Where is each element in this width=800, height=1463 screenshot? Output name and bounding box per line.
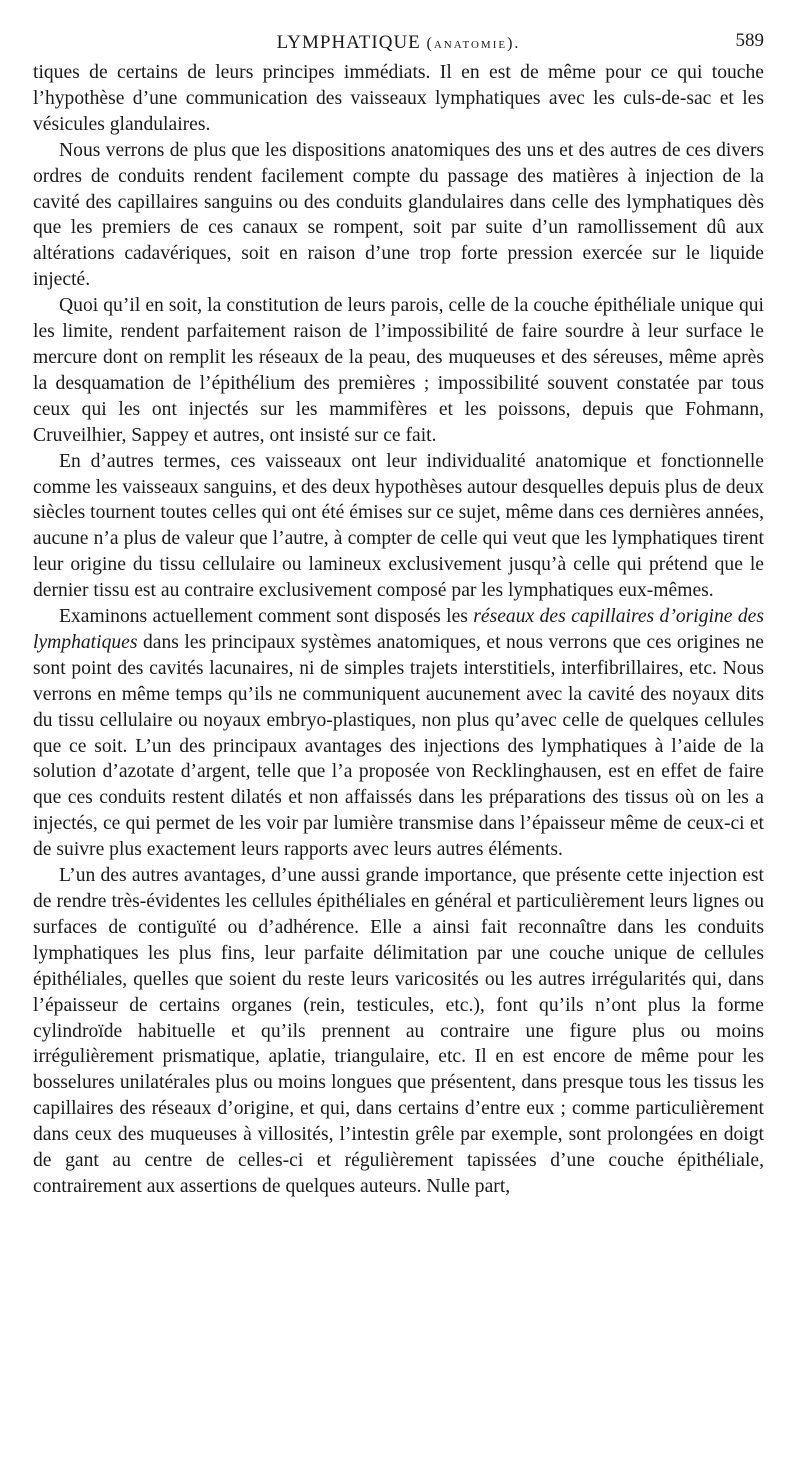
paragraph-1 [33, 60, 764, 138]
paragraph-2 [33, 138, 764, 293]
running-head [33, 30, 764, 60]
running-title-main: LYMPHATIQUE [276, 32, 421, 53]
paragraph-4 [33, 449, 764, 604]
paragraph-6 [33, 863, 764, 1200]
paragraph-3-text: Quoi qu’il en soit, la constitution de leurs parois, celle de la couche épithéliale unique qui les limite, rendent parfaitement raison de l’impossibilité de faire sourdre à leur surface le mercure dont on remplit les réseaux de la peau, des muqueuses et des séreuses, même après la desquamation de l’épithélium des premières ; impossibilité souvent constatée par tous ceux qui les ont injectés sur les mammifères et les poissons, depuis que Fohmann, Cruveilhier, Sappey et autres, ont insisté sur ce fait. [33, 295, 764, 446]
paragraph-5-text-start: Examinons actuellement comment sont disposés les [59, 606, 474, 628]
paragraph-1-text: tiques de certains de leurs principes immédiats. Il en est de même pour ce qui touche l’hypothèse d’une communication des vaisseaux lymphatiques avec les culs-de-sac et les vésicules glandulaires. [33, 62, 764, 135]
book-page [33, 30, 764, 1200]
paragraph-4-text: En d’autres termes, ces vaisseaux ont leur individualité anatomique et fonctionnelle comme les vaisseaux sanguins, et des deux hypothèses autour desquelles depuis plus de deux siècles tournent toutes celles qui ont été émises sur ce sujet, même dans ces dernières années, aucune n’a plus de valeur que l’autre, à compter de celle qui veut que les lymphatiques tirent leur origine du tissu cellulaire ou lamineux exclusivement jusqu’à celle qui prétend que le dernier tissu est au contraire exclusivement composé par les lymphatiques eux-mêmes. [33, 450, 764, 602]
page-number: 589 [735, 30, 764, 51]
body-text [33, 60, 764, 1200]
paragraph-5-text-end: dans les principaux systèmes anatomiques, et nous verrons que ces origines ne sont point des cavités lacunaires, ni de simples trajets interstitiels, interfibrillaires, etc. Nous verrons en même temps qu’ils ne communiquent aucunement avec la cavité des noyaux dits du tissu cellulaire ou noyaux embryo-plastiques, non plus qu’avec celle de quelques cellules que ce soit. L’un des principaux avantages des injections des lymphatiques à l’aide de la solution d’azotate d’argent, telle que l’a proposée von Recklinghausen, est en effet de faire que ces conduits restent dilatés et non affaissés dans les préparations des tissus où on les a injectés, ce qui permet de les voir par lumière transmise dans l’épaisseur même de ceux-ci et de suivre plus exactement leurs rapports avec leurs autres éléments. [33, 631, 764, 861]
paragraph-5-italic-phrase: réseaux des capillaires d’origine des lymphatiques [33, 606, 764, 653]
running-title-sub: (anatomie). [426, 35, 521, 52]
paragraph-5 [33, 604, 764, 863]
paragraph-3 [33, 293, 764, 448]
paragraph-2-text: Nous verrons de plus que les dispositions anatomiques des uns et des autres de ces divers ordres de conduits rendent facilement compte du passage des matières à injection de la cavité des capillaires sanguins ou des conduits glandulaires dans celle des lymphatiques dès que les premiers de ces canaux se rompent, soit par suite d’un ramollissement dû aux altérations cadavériques, soit en raison d’une trop forte pression exercée sur le liquide injecté. [33, 139, 764, 291]
paragraph-6-text: L’un des autres avantages, d’une aussi grande importance, que présente cette injection est de rendre très-évidentes les cellules épithéliales en général et particulièrement leurs lignes ou surfaces de contiguïté ou d’adhérence. Elle a ainsi fait reconnaître dans les conduits lymphatiques les plus fins, leur parfaite délimitation par une couche unique de cellules épithéliales, quelles que soient du reste leurs varicosités ou les autres irrégularités qui, dans l’épaisseur de certains organes (rein, testicules, etc.), font qu’ils n’ont plus la forme cylindroïde habituelle et qu’ils prennent au contraire une figure plus ou moins irrégulièrement prismatique, aplatie, triangulaire, etc. Il en est encore de même pour les bosselures unilatérales plus ou moins longues que présentent, dans presque tous les tissus les capillaires des réseaux d’origine, et qui, dans certains d’entre eux ; comme particulièrement dans ceux des muqueuses à villosités, l’intestin grêle par exemple, sont prolongées en doigt de gant au centre de celles-ci et régulièrement tapissées d’une couche épithéliale, contrairement aux assertions de quelques auteurs. Nulle part, [33, 865, 764, 1197]
running-title [33, 32, 764, 54]
